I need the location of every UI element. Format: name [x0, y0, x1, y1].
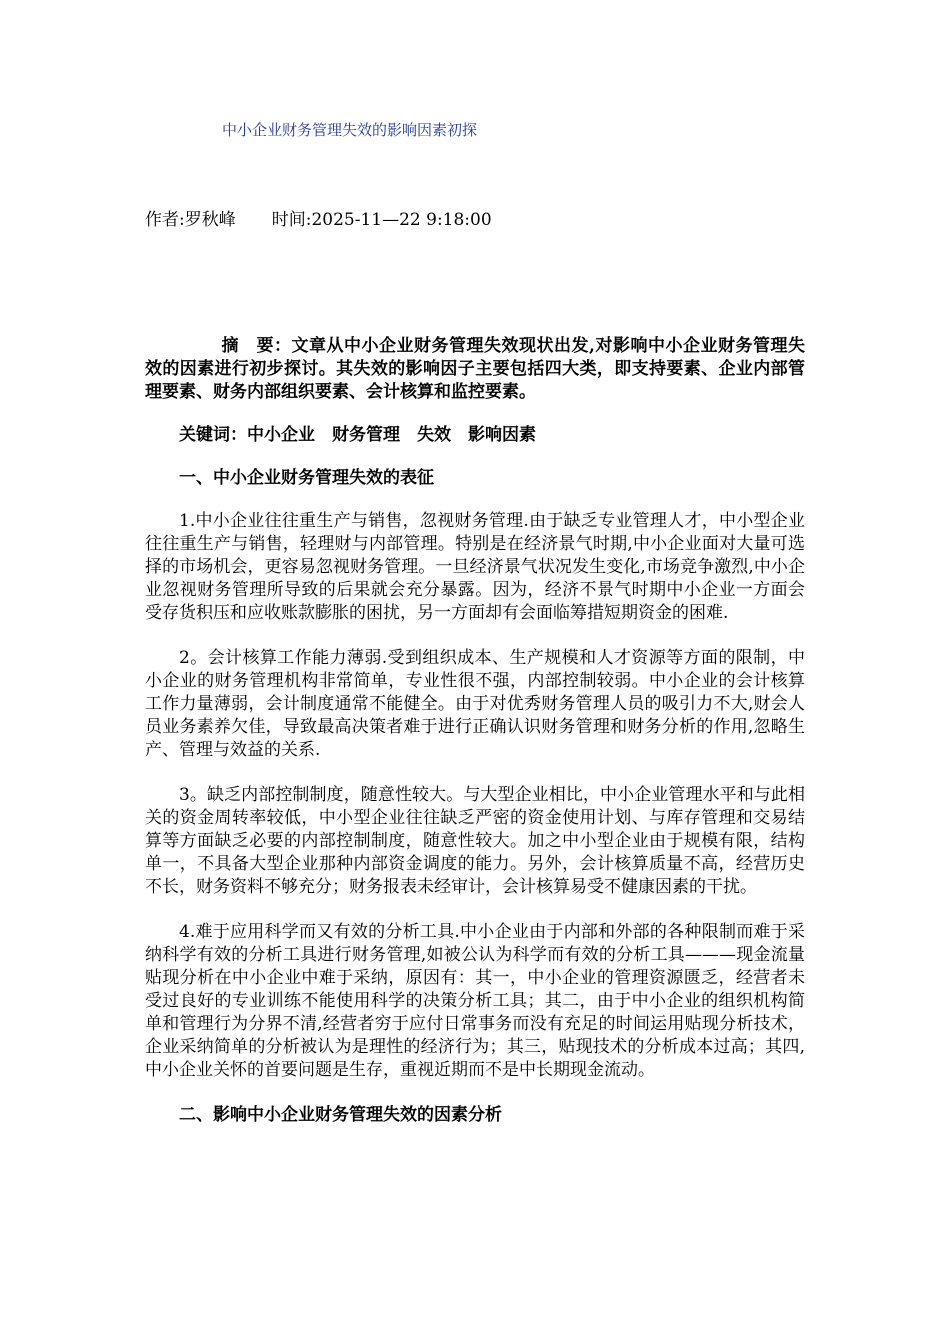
section-heading-1: 一、中小企业财务管理失效的表征: [179, 468, 434, 488]
keywords-label: 关键词：: [179, 425, 247, 445]
keyword-item: 财务管理: [332, 425, 400, 445]
section-heading-2: 二、影响中小企业财务管理失效的因素分析: [179, 1105, 502, 1125]
keyword-item: 中小企业: [247, 425, 315, 445]
keyword-item: 影响因素: [468, 425, 536, 445]
article-body: [145, 335, 805, 1147]
body-paragraph-3: 3。缺乏内部控制制度，随意性较大。与大型企业相比，中小企业管理水平和与此相关的资金周转率较低，中小型企业往往缺乏严密的资金使用计划、与库存管理和交易结算等方面缺乏必要的内部控制制度，随意性较大。加之中小型企业由于规模有限，结构单一，不具备大型企业那种内部资金调度的能力。另外，会计核算质量不高，经营历史不长，财务资料不够充分；财务报表未经审计，会计核算易受不健康因素的干扰。: [145, 785, 805, 897]
keywords-line: [145, 424, 805, 447]
abstract-paragraph: 摘 要：文章从中小企业财务管理失效现状出发,对影响中小企业财务管理失效的因素进行初步探讨。其失效的影响因子主要包括四大类，即支持要素、企业内部管理要素、财务内部组织要素、会计核算和监控要素。: [145, 336, 805, 402]
author-label: 作者:罗秋峰: [145, 210, 236, 230]
body-paragraph-4: 4.难于应用科学而又有效的分析工具.中小企业由于内部和外部的各种限制而难于采纳科学有效的分析工具进行财务管理,如被公认为科学而有效的分析工具———现金流量贴现分析在中小企业中难于采纳，原因有：其一，中小企业的管理资源匮乏，经营者未受过良好的专业训练不能使用科学的决策分析工具；其二，由于中小企业的组织机构简单和管理行为分界不清,经营者穷于应付日常事务而没有充足的时间运用贴现分析技术，企业采纳简单的分析被认为是理性的经济行为；其三，贴现技术的分析成本过高；其四,中小企业关怀的首要问题是生存，重视近期而不是中长期现金流动。: [145, 922, 805, 1080]
timestamp-label: 时间:2025-11—22 9:18:00: [271, 210, 492, 230]
body-paragraph-1: 1.中小企业往往重生产与销售，忽视财务管理.由于缺乏专业管理人才，中小型企业往往重生产与销售，轻理财与内部管理。特别是在经济景气时期,中小企业面对大量可选择的市场机会，更容易忽视财务管理。一旦经济景气状况发生变化,市场竞争激烈,中小企业忽视财务管理所导致的后果就会充分暴露。因为，经济不景气时期中小企业一方面会受存货积压和应收账款膨胀的困扰，另一方面却有会面临筹措短期资金的困难.: [145, 511, 805, 623]
document-meta: [145, 205, 492, 230]
body-paragraph-2: 2。会计核算工作能力薄弱.受到组织成本、生产规模和人才资源等方面的限制，中小企业的财务管理机构非常简单，专业性很不强，内部控制较弱。中小企业的会计核算工作力量薄弱，会计制度通常不能健全。由于对优秀财务管理人员的吸引力不大,财会人员业务素养欠佳，导致最高决策者难于进行正确认识财务管理和财务分析的作用,忽略生产、管理与效益的关系.: [145, 648, 805, 760]
document-title: 中小企业财务管理失效的影响因素初探: [222, 121, 478, 139]
keyword-item: 失效: [417, 425, 451, 445]
